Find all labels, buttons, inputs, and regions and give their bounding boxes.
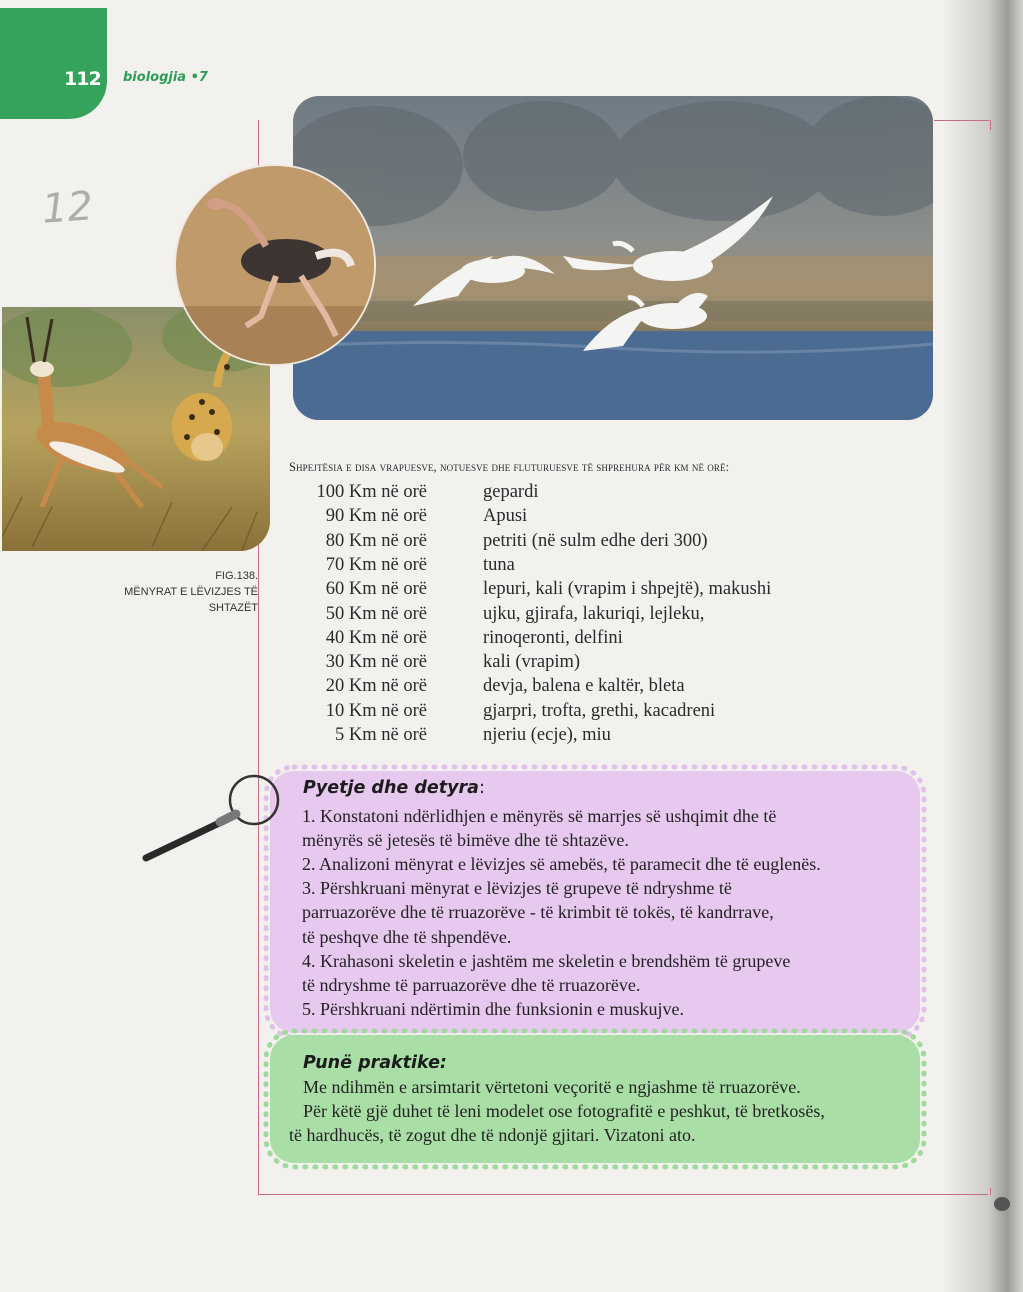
ostrich-photo (176, 166, 374, 364)
speed-animals: njeriu (ecje), miu (483, 725, 611, 745)
speed-value: 50 Km në orë (325, 603, 427, 624)
top-rule (934, 120, 989, 121)
questions-title: Pyetje dhe detyra: (303, 778, 485, 798)
question-line: 4. Krahasoni skeletin e jashtëm me skeletin e brendshëm të grupeve (302, 950, 791, 971)
speed-value: 30 Km në orë (325, 652, 427, 673)
speed-value: 100 Km në orë (316, 482, 427, 502)
figure-caption-line: SHTAZËT (208, 602, 258, 614)
practical-line: Për këtë gjë duhet të leni modelet ose fotografitë e peshkut, të bretkosës, (303, 1101, 825, 1121)
speed-value: 10 Km në orë (325, 700, 427, 721)
speed-animals: devja, balena e kaltër, bleta (483, 676, 685, 697)
question-line: 2. Analizoni mënyrat e lëvizjes së amebës, të paramecit dhe të euglenës. (302, 854, 821, 875)
speed-animals: gjarpri, trofta, grethi, kacadreni (483, 700, 716, 721)
speed-value: 60 Km në orë (325, 579, 427, 600)
question-line: parruazorëve dhe të rruazorëve - të krimbit të tokës, të kandrrave, (302, 902, 774, 923)
speed-value: 70 Km në orë (325, 554, 427, 575)
speed-value: 80 Km në orë (325, 530, 427, 551)
speed-animals: lepuri, kali (vrapim i shpejtë), makushi (483, 579, 772, 600)
speed-value: 40 Km në orë (325, 627, 427, 648)
speed-animals: rinoqeronti, delfini (483, 627, 623, 648)
speed-animals: Apusi (483, 506, 528, 527)
practical-line: Me ndihmën e arsimtarit vërtetoni veçoritë e ngjashme të rruazorëve. (303, 1077, 801, 1097)
question-line: mënyrës së jetesës të bimëve dhe të shtazëve. (302, 830, 629, 851)
swans-photo (293, 96, 933, 420)
question-line: 5. Përshkruani ndërtimin dhe funksionin e muskujve. (302, 998, 684, 1019)
page-binding-shadow (945, 0, 1023, 1292)
rule-tick (990, 1188, 991, 1195)
speed-value: 20 Km në orë (325, 676, 427, 697)
page-edge-bullet (992, 1195, 1012, 1213)
question-line: 3. Përshkruani mënyrat e lëvizjes të grupeve të ndryshme të (302, 878, 732, 899)
book-title: biologjia •7 (123, 70, 208, 85)
handwritten-note: 12 (40, 183, 95, 233)
speed-animals: petriti (në sulm edhe deri 300) (483, 530, 708, 551)
speed-animals: kali (vrapim) (483, 652, 581, 673)
speed-value: 90 Km në orë (325, 506, 427, 527)
practical-title: Punë praktike: (303, 1053, 447, 1073)
page-number: 112 (64, 68, 101, 90)
speed-animals: ujku, gjirafa, lakuriqi, lejleku, (483, 603, 705, 624)
bottom-rule (258, 1194, 988, 1195)
question-line: të peshqve dhe të shpendëve. (302, 926, 512, 947)
figure-caption (100, 568, 258, 616)
magnifier-icon (142, 772, 282, 864)
practical-line: të hardhucës, të zogut dhe të ndonjë gjitari. Vizatoni ato. (289, 1125, 696, 1145)
rule-tick (990, 120, 991, 130)
question-line: të ndryshme të parruazorëve dhe të rruazorëve. (302, 974, 641, 995)
figure-number: FIG.138. (215, 570, 258, 582)
question-line: 1. Konstatoni ndërlidhjen e mënyrës së marrjes së ushqimit dhe të (302, 806, 777, 826)
speed-animals: gepardi (483, 482, 539, 502)
speed-animals: tuna (483, 554, 515, 575)
speeds-table-heading: Shpejtësia e disa vrapuesve, notuesve dhe fluturuesve të shprehura për km në orë: (289, 460, 730, 474)
page-number-tab (0, 8, 107, 119)
figure-caption-line: MËNYRAT E LËVIZJES TË (124, 586, 258, 598)
speed-value: 5 Km në orë (335, 725, 427, 745)
